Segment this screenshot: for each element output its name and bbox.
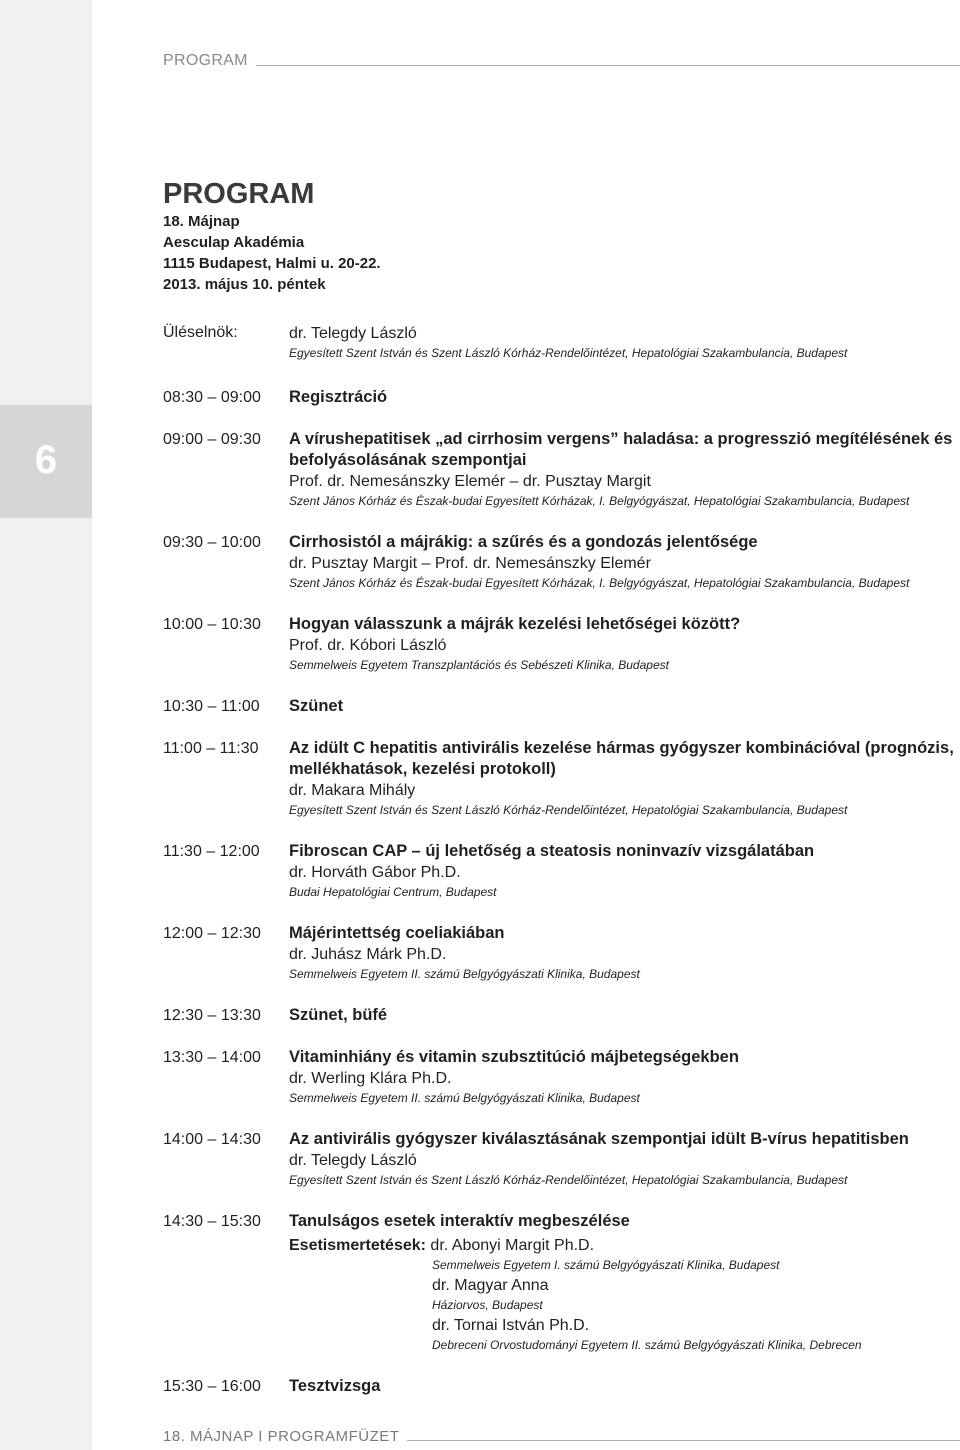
- session-time: 12:30 – 13:30: [163, 1007, 261, 1024]
- page-number: 6: [34, 438, 58, 482]
- event-address: 1115 Budapest, Halmi u. 20-22.: [163, 255, 381, 272]
- session-time: 10:30 – 11:00: [163, 698, 260, 715]
- session-speaker: dr. Makara Mihály: [289, 782, 416, 799]
- program-title: PROGRAM: [163, 178, 315, 210]
- running-head-rule: [163, 65, 960, 66]
- session-title: Májérintettség coeliakiában: [289, 924, 505, 942]
- session-time: 15:30 – 16:00: [163, 1378, 261, 1395]
- session-time: 13:30 – 14:00: [163, 1049, 261, 1066]
- case-presenter-affiliation: Semmelweis Egyetem I. számú Belgyógyászati Klinika, Budapest: [432, 1258, 780, 1272]
- session-time: 09:30 – 10:00: [163, 534, 261, 551]
- session-title: Az idült C hepatitis antivirális kezelése hármas gyógyszer kombinációval (prognózis, mellékhatások, kezelési protokoll): [289, 739, 954, 778]
- session-title: Hogyan válasszunk a májrák kezelési lehetőségei között?: [289, 615, 741, 633]
- session-row: [163, 696, 960, 717]
- session-affiliation: Szent János Kórház és Észak-budai Egyesített Kórházak, I. Belgyógyászat, Hepatológiai Szakambulancia, Budapest: [289, 576, 910, 590]
- session-time: 14:30 – 15:30: [163, 1213, 261, 1230]
- session-row: [163, 738, 960, 820]
- session-time: 09:00 – 09:30: [163, 431, 261, 448]
- footer: [163, 1428, 960, 1450]
- session-list: [163, 387, 960, 1418]
- session-title: Cirrhosistól a májrákig: a szűrés és a gondozás jelentősége: [289, 533, 758, 551]
- footer-text: 18. MÁJNAP I PROGRAMFÜZET: [163, 1428, 407, 1445]
- session-row: [163, 1005, 960, 1026]
- session-affiliation: Egyesített Szent István és Szent László Kórház-Rendelőintézet, Hepatológiai Szakambulancia, Budapest: [289, 803, 848, 817]
- event-info: [163, 211, 381, 295]
- case-presenter: dr. Abonyi Margit Ph.D.: [430, 1237, 595, 1254]
- session-row: [163, 923, 960, 984]
- session-title: Tanulságos esetek interaktív megbeszélése: [289, 1212, 630, 1230]
- session-speaker: dr. Telegdy László: [289, 1152, 417, 1169]
- case-presenter: dr. Tornai István Ph.D.: [432, 1317, 590, 1334]
- case-presenter: dr. Magyar Anna: [432, 1277, 549, 1294]
- case-presentations: [289, 1235, 960, 1355]
- session-affiliation: Semmelweis Egyetem II. számú Belgyógyászati Klinika, Budapest: [289, 1091, 640, 1105]
- session-title: A vírushepatitisek „ad cirrhosim vergens” haladása: a progresszió megítélésének és befolyásolásának szempontjai: [289, 430, 953, 469]
- chair-label: Üléselnök:: [163, 324, 238, 341]
- running-head: [163, 52, 960, 76]
- session-row: [163, 1376, 960, 1397]
- event-date: 2013. május 10. péntek: [163, 276, 326, 293]
- session-title: Szünet, büfé: [289, 1006, 388, 1024]
- chair-affiliation: Egyesített Szent István és Szent László Kórház-Rendelőintézet, Hepatológiai Szakambulancia, Budapest: [289, 346, 848, 360]
- session-row: [163, 1047, 960, 1108]
- chair-name: dr. Telegdy László: [289, 325, 417, 342]
- session-speaker: dr. Pusztay Margit – Prof. dr. Nemesánszky Elemér: [289, 555, 651, 572]
- session-affiliation: Semmelweis Egyetem Transzplantációs és Sebészeti Klinika, Budapest: [289, 658, 669, 672]
- session-row: [163, 387, 960, 408]
- session-speaker: Prof. dr. Kóbori László: [289, 637, 447, 654]
- session-affiliation: Egyesített Szent István és Szent László Kórház-Rendelőintézet, Hepatológiai Szakambulancia, Budapest: [289, 1173, 848, 1187]
- session-title: Vitaminhiány és vitamin szubsztitúció májbetegségekben: [289, 1048, 739, 1066]
- session-speaker: Prof. dr. Nemesánszky Elemér – dr. Pusztay Margit: [289, 473, 651, 490]
- session-time: 10:00 – 10:30: [163, 616, 261, 633]
- session-speaker: dr. Werling Klára Ph.D.: [289, 1070, 452, 1087]
- session-row: [163, 614, 960, 675]
- session-row: [163, 1211, 960, 1355]
- session-row: [163, 841, 960, 902]
- session-row: [163, 532, 960, 593]
- session-time: 11:00 – 11:30: [163, 740, 259, 757]
- page-sidebar: [0, 0, 92, 1450]
- case-presenter-affiliation: Debreceni Orvostudományi Egyetem II. számú Belgyógyászati Klinika, Debrecen: [432, 1338, 862, 1352]
- event-venue: Aesculap Akadémia: [163, 234, 305, 251]
- session-row: [163, 1129, 960, 1190]
- case-presenter-affiliation: Háziorvos, Budapest: [432, 1298, 543, 1312]
- session-title: Szünet: [289, 697, 344, 715]
- session-time: 08:30 – 09:00: [163, 389, 261, 406]
- event-name: 18. Májnap: [163, 213, 240, 230]
- session-speaker: dr. Juhász Márk Ph.D.: [289, 946, 447, 963]
- session-speaker: dr. Horváth Gábor Ph.D.: [289, 864, 461, 881]
- session-time: 12:00 – 12:30: [163, 925, 261, 942]
- session-affiliation: Szent János Kórház és Észak-budai Egyesített Kórházak, I. Belgyógyászat, Hepatológiai Szakambulancia, Budapest: [289, 494, 910, 508]
- session-title: Az antivirális gyógyszer kiválasztásának szempontjai idült B-vírus hepatitisben: [289, 1130, 909, 1148]
- session-title: Regisztráció: [289, 388, 388, 406]
- session-time: 14:00 – 14:30: [163, 1131, 261, 1148]
- session-time: 11:30 – 12:00: [163, 843, 260, 860]
- case-presenter-line: [289, 1235, 960, 1256]
- case-presentations-label: Esetismertetések:: [289, 1237, 426, 1254]
- session-row: [163, 429, 960, 511]
- session-title: Fibroscan CAP – új lehetőség a steatosis noninvazív vizsgálatában: [289, 842, 815, 860]
- chair-block: [289, 323, 847, 363]
- running-head-text: PROGRAM: [163, 52, 256, 69]
- session-affiliation: Budai Hepatológiai Centrum, Budapest: [289, 885, 497, 899]
- session-affiliation: Semmelweis Egyetem II. számú Belgyógyászati Klinika, Budapest: [289, 967, 640, 981]
- session-title: Tesztvizsga: [289, 1377, 381, 1395]
